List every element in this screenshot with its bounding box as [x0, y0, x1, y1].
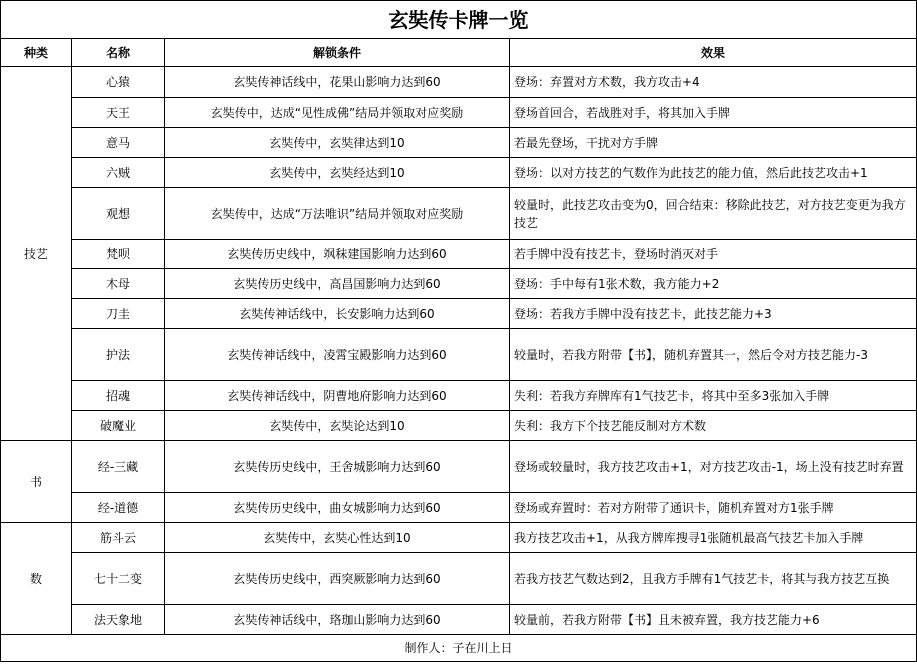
card-effect: 登场：手中每有1张术数，我方能力+2 [510, 269, 917, 299]
unlock-condition: 玄奘传神话线中，阴曹地府影响力达到60 [165, 381, 510, 411]
table-row [1, 299, 917, 329]
table-row [1, 269, 917, 299]
unlock-condition: 玄奘传历史线中，飒秣建国影响力达到60 [165, 240, 510, 269]
card-name: 意马 [72, 128, 165, 158]
unlock-condition: 玄奘传历史线中，高昌国影响力达到60 [165, 269, 510, 299]
card-effect: 较量前，若我方附带【书】且未被弃置，我方技艺能力+6 [510, 605, 917, 635]
card-name: 心猿 [72, 67, 165, 98]
card-effect: 失利：我方下个技艺能反制对方术数 [510, 411, 917, 441]
card-name: 六贼 [72, 158, 165, 188]
table-row [1, 240, 917, 269]
unlock-condition: 玄奘传历史线中，王舍城影响力达到60 [165, 441, 510, 493]
card-effect: 登场：弃置对方术数，我方攻击+4 [510, 67, 917, 98]
table-row [1, 553, 917, 605]
table-row [1, 493, 917, 523]
unlock-condition: 玄奘传历史线中，西突厥影响力达到60 [165, 553, 510, 605]
table-row [1, 441, 917, 493]
card-name: 七十二变 [72, 553, 165, 605]
header-unlock-condition: 解锁条件 [165, 39, 510, 67]
card-name: 破魔业 [72, 411, 165, 441]
card-effect: 若最先登场，干扰对方手牌 [510, 128, 917, 158]
card-name: 护法 [72, 329, 165, 381]
header-row [1, 39, 917, 67]
category-cell: 书 [1, 441, 72, 523]
unlock-condition: 玄奘传中，玄奘论达到10 [165, 411, 510, 441]
unlock-condition: 玄奘传神话线中，长安影响力达到60 [165, 299, 510, 329]
card-effect: 登场或弃置时：若对方附带了通识卡，随机弃置对方1张手牌 [510, 493, 917, 523]
footer-row [1, 635, 917, 662]
page-title: 玄奘传卡牌一览 [1, 1, 917, 39]
category-cell: 数 [1, 523, 72, 635]
table-row [1, 67, 917, 98]
card-name: 经-三藏 [72, 441, 165, 493]
author-credit: 制作人：子在川上日 [1, 635, 917, 662]
category-cell: 技艺 [1, 67, 72, 441]
table-row [1, 605, 917, 635]
unlock-condition: 玄奘传中，达成“见性成佛”结局并领取对应奖励 [165, 98, 510, 128]
table-row [1, 411, 917, 441]
header-effect: 效果 [510, 39, 917, 67]
card-name: 木母 [72, 269, 165, 299]
unlock-condition: 玄奘传中，玄奘经达到10 [165, 158, 510, 188]
card-name: 梵呗 [72, 240, 165, 269]
card-name: 观想 [72, 188, 165, 240]
table-row [1, 523, 917, 553]
unlock-condition: 玄奘传中，达成“万法唯识”结局并领取对应奖励 [165, 188, 510, 240]
header-category: 种类 [1, 39, 72, 67]
card-effect: 登场首回合，若战胜对手，将其加入手牌 [510, 98, 917, 128]
card-name: 招魂 [72, 381, 165, 411]
card-name: 经-道德 [72, 493, 165, 523]
card-effect: 登场：若我方手牌中没有技艺卡，此技艺能力+3 [510, 299, 917, 329]
table-row [1, 329, 917, 381]
title-row [1, 1, 917, 39]
table-row [1, 188, 917, 240]
card-name: 筋斗云 [72, 523, 165, 553]
card-effect: 较量时，若我方附带【书】，随机弃置其一，然后令对方技艺能力-3 [510, 329, 917, 381]
table-row [1, 128, 917, 158]
card-effect: 登场：以对方技艺的气数作为此技艺的能力值，然后此技艺攻击+1 [510, 158, 917, 188]
unlock-condition: 玄奘传神话线中，凌霄宝殿影响力达到60 [165, 329, 510, 381]
unlock-condition: 玄奘传神话线中，珞珈山影响力达到60 [165, 605, 510, 635]
unlock-condition: 玄奘传中，玄奘心性达到10 [165, 523, 510, 553]
card-effect: 若我方技艺气数达到2，且我方手牌有1气技艺卡，将其与我方技艺互换 [510, 553, 917, 605]
unlock-condition: 玄奘传中，玄奘律达到10 [165, 128, 510, 158]
card-effect: 我方技艺攻击+1，从我方牌库搜寻1张随机最高气技艺卡加入手牌 [510, 523, 917, 553]
table-row [1, 158, 917, 188]
card-effect: 登场或较量时，我方技艺攻击+1，对方技艺攻击-1，场上没有技艺时弃置 [510, 441, 917, 493]
header-name: 名称 [72, 39, 165, 67]
unlock-condition: 玄奘传历史线中，曲女城影响力达到60 [165, 493, 510, 523]
card-effect: 较量时，此技艺攻击变为0，回合结束：移除此技艺，对方技艺变更为我方技艺 [510, 188, 917, 240]
card-effect: 失利：若我方弃牌库有1气技艺卡，将其中至多3张加入手牌 [510, 381, 917, 411]
table-row [1, 98, 917, 128]
unlock-condition: 玄奘传神话线中，花果山影响力达到60 [165, 67, 510, 98]
card-name: 天王 [72, 98, 165, 128]
card-effect: 若手牌中没有技艺卡，登场时消灭对手 [510, 240, 917, 269]
card-rows [1, 67, 917, 635]
card-name: 刀圭 [72, 299, 165, 329]
card-name: 法天象地 [72, 605, 165, 635]
table-row [1, 381, 917, 411]
